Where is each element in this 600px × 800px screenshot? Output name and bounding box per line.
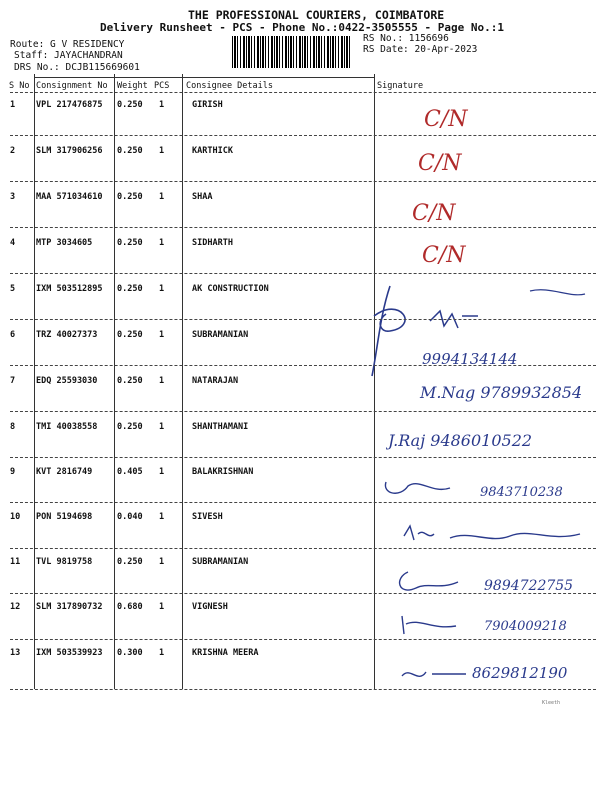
row-pcs: 1 bbox=[159, 557, 165, 567]
row-weight: 0.250 bbox=[117, 330, 143, 340]
row-weight: 0.250 bbox=[117, 376, 143, 386]
row-pcs: 1 bbox=[159, 330, 165, 340]
row-consignment: MAA 571034610 bbox=[36, 192, 103, 202]
row-weight: 0.405 bbox=[117, 467, 143, 477]
row-consignment: TVL 9819758 bbox=[36, 557, 93, 567]
handwritten-phone bbox=[420, 346, 520, 372]
runsheet-subtitle: Delivery Runsheet - PCS - Phone No.:0422-3505555 - Page No.:1 bbox=[100, 21, 504, 34]
row-consignee: NATARAJAN bbox=[192, 376, 239, 386]
svg-text:9894722755: 9894722755 bbox=[484, 578, 574, 594]
row-pcs: 1 bbox=[159, 192, 165, 202]
row-consignment: EDQ 25593030 bbox=[36, 376, 98, 386]
svg-text:M.Nag 9789932854: M.Nag 9789932854 bbox=[420, 383, 583, 402]
row-consignment: PON 5194698 bbox=[36, 512, 93, 522]
footer-mark: Kleeth bbox=[541, 700, 560, 706]
row-sno: 12 bbox=[10, 602, 21, 612]
handwritten-signature bbox=[420, 238, 480, 272]
svg-text:C/N: C/N bbox=[412, 201, 456, 226]
row-weight: 0.250 bbox=[117, 422, 143, 432]
row-consignee: KARTHICK bbox=[192, 146, 233, 156]
row-sno: 5 bbox=[10, 284, 16, 294]
row-consignment: SLM 317906256 bbox=[36, 146, 103, 156]
row-divider bbox=[10, 457, 596, 458]
row-sno: 4 bbox=[10, 238, 16, 248]
rs-date: RS Date: 20-Apr-2023 bbox=[363, 44, 478, 55]
handwritten-phone bbox=[396, 654, 596, 690]
staff-label: Staff: JAYACHANDRAN bbox=[14, 50, 123, 61]
row-consignee: BALAKRISHNAN bbox=[192, 467, 254, 477]
row-pcs: 1 bbox=[159, 467, 165, 477]
row-consignment: IXM 503512895 bbox=[36, 284, 103, 294]
svg-text:7904009218: 7904009218 bbox=[484, 619, 567, 634]
row-consignee: SIDHARTH bbox=[192, 238, 233, 248]
row-consignment: IXM 503539923 bbox=[36, 648, 103, 658]
row-pcs: 1 bbox=[159, 422, 165, 432]
row-weight: 0.250 bbox=[117, 284, 143, 294]
row-divider bbox=[10, 365, 596, 366]
row-consignment: KVT 2816749 bbox=[36, 467, 93, 477]
handwritten-phone bbox=[396, 608, 596, 642]
row-consignee: SUBRAMANIAN bbox=[192, 557, 249, 567]
handwritten-phone bbox=[418, 376, 598, 412]
svg-text:C/N: C/N bbox=[424, 107, 468, 132]
col-divider bbox=[182, 74, 183, 689]
row-consignee: KRISHNA MEERA bbox=[192, 648, 259, 658]
col-header-weight: Weight bbox=[117, 81, 148, 91]
header-divider bbox=[10, 92, 596, 93]
row-pcs: 1 bbox=[159, 100, 165, 110]
drs-number: DRS No.: DCJB115669601 bbox=[14, 62, 140, 73]
row-sno: 1 bbox=[10, 100, 16, 110]
row-weight: 0.250 bbox=[117, 100, 143, 110]
svg-text:8629812190: 8629812190 bbox=[472, 664, 568, 682]
row-pcs: 1 bbox=[159, 284, 165, 294]
col-header-signature: Signature bbox=[377, 81, 424, 91]
table-bottom-divider bbox=[10, 689, 596, 690]
row-pcs: 1 bbox=[159, 648, 165, 658]
col-header-consignment: Consignment No bbox=[36, 81, 108, 91]
row-divider bbox=[10, 227, 596, 228]
row-consignee: SIVESH bbox=[192, 512, 223, 522]
row-consignment: MTP 3034605 bbox=[36, 238, 93, 248]
barcode bbox=[232, 36, 352, 68]
col-divider bbox=[114, 74, 115, 689]
row-divider bbox=[10, 411, 596, 412]
row-divider bbox=[10, 319, 596, 320]
col-header-sno: S No bbox=[9, 81, 30, 91]
row-weight: 0.680 bbox=[117, 602, 143, 612]
row-consignment: VPL 217476875 bbox=[36, 100, 103, 110]
row-sno: 7 bbox=[10, 376, 16, 386]
signature-scribble bbox=[400, 520, 590, 550]
row-consignee: VIGNESH bbox=[192, 602, 228, 612]
col-header-pcs: PCS bbox=[154, 81, 170, 91]
row-pcs: 1 bbox=[159, 146, 165, 156]
row-weight: 0.250 bbox=[117, 146, 143, 156]
handwritten-phone bbox=[380, 468, 580, 504]
svg-text:J.Raj 9486010522: J.Raj 9486010522 bbox=[388, 431, 533, 450]
row-pcs: 1 bbox=[159, 512, 165, 522]
row-divider bbox=[10, 135, 596, 136]
row-divider bbox=[10, 502, 596, 503]
row-divider bbox=[10, 273, 596, 274]
row-pcs: 1 bbox=[159, 376, 165, 386]
row-divider bbox=[10, 548, 596, 549]
row-sno: 6 bbox=[10, 330, 16, 340]
route-label: Route: G V RESIDENCY bbox=[10, 39, 125, 50]
handwritten-phone bbox=[386, 424, 586, 460]
row-weight: 0.250 bbox=[117, 192, 143, 202]
handwritten-signature bbox=[416, 146, 476, 180]
svg-text:9994134144: 9994134144 bbox=[422, 350, 518, 368]
row-consignee: SHAA bbox=[192, 192, 213, 202]
row-pcs: 1 bbox=[159, 602, 165, 612]
handwritten-signature bbox=[410, 196, 470, 230]
row-consignee: AK CONSTRUCTION bbox=[192, 284, 269, 294]
row-weight: 0.250 bbox=[117, 238, 143, 248]
row-divider bbox=[10, 639, 596, 640]
handwritten-phone bbox=[388, 564, 598, 600]
row-weight: 0.040 bbox=[117, 512, 143, 522]
row-consignment: TMI 40038558 bbox=[36, 422, 98, 432]
row-sno: 3 bbox=[10, 192, 16, 202]
svg-text:C/N: C/N bbox=[422, 243, 466, 268]
row-sno: 13 bbox=[10, 648, 21, 658]
row-divider bbox=[10, 181, 596, 182]
row-sno: 2 bbox=[10, 146, 16, 156]
row-sno: 8 bbox=[10, 422, 16, 432]
rs-number: RS No.: 1156696 bbox=[363, 33, 449, 44]
row-consignment: TRZ 40027373 bbox=[36, 330, 98, 340]
row-pcs: 1 bbox=[159, 238, 165, 248]
row-sno: 11 bbox=[10, 557, 21, 567]
row-divider bbox=[10, 593, 596, 594]
row-weight: 0.300 bbox=[117, 648, 143, 658]
handwritten-signature bbox=[422, 102, 482, 136]
row-consignee: SHANTHAMANI bbox=[192, 422, 249, 432]
col-divider bbox=[34, 74, 35, 689]
row-consignee: GIRISH bbox=[192, 100, 223, 110]
company-title: THE PROFESSIONAL COURIERS, COIMBATORE bbox=[188, 8, 445, 22]
svg-text:9843710238: 9843710238 bbox=[480, 485, 563, 500]
col-header-consignee: Consignee Details bbox=[186, 81, 273, 91]
svg-text:C/N: C/N bbox=[418, 151, 462, 176]
row-consignment: SLM 317890732 bbox=[36, 602, 103, 612]
row-sno: 9 bbox=[10, 467, 16, 477]
row-consignee: SUBRAMANIAN bbox=[192, 330, 249, 340]
table-top-rule bbox=[34, 77, 374, 78]
row-sno: 10 bbox=[10, 512, 21, 522]
row-weight: 0.250 bbox=[117, 557, 143, 567]
